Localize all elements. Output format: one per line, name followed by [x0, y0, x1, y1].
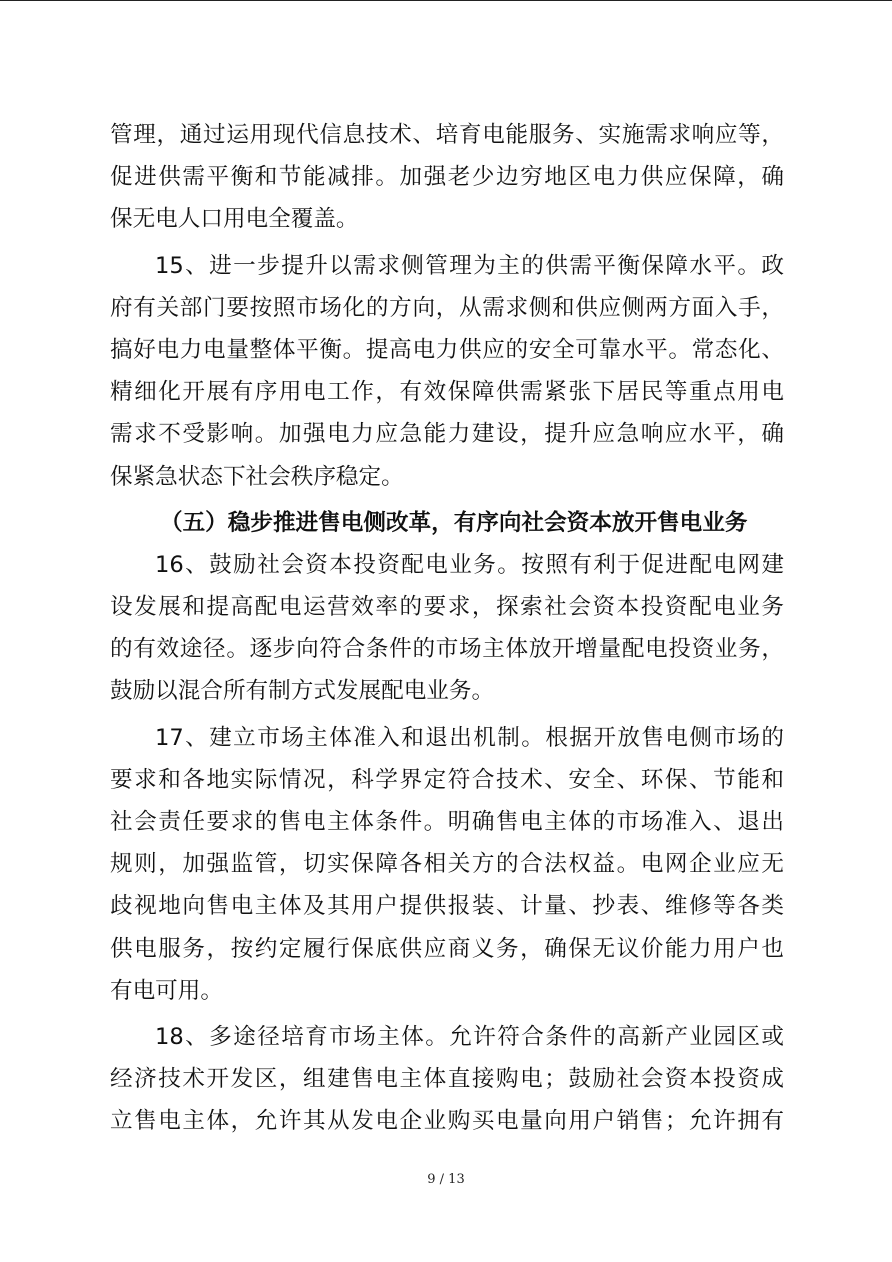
text-line: 立售电主体，允许其从发电企业购买电量向用户销售；允许拥有	[110, 1108, 784, 1135]
text-line: 要求和各地实际情况，科学界定符合技术、安全、环保、节能和	[110, 766, 784, 793]
top-border-line	[0, 0, 892, 1]
text-line: 管理，通过运用现代信息技术、培育电能服务、实施需求响应等，	[110, 122, 784, 148]
text-line: 设发展和提高配电运营效率的要求，探索社会资本投资配电业务	[110, 594, 784, 621]
text-line: 16、鼓励社会资本投资配电业务。按照有利于促进配电网建	[155, 551, 784, 578]
page-number: 9 / 13	[427, 1172, 465, 1187]
text-line: 经济技术开发区，组建售电主体直接购电；鼓励社会资本投资成	[110, 1066, 784, 1093]
text-line: 17、建立市场主体准入和退出机制。根据开放售电侧市场的	[155, 724, 784, 751]
text-line: 供电服务，按约定履行保底供应商义务，确保无议价能力用户也	[110, 935, 784, 962]
text-line: 精细化开展有序用电工作，有效保障供需紧张下居民等重点用电	[110, 379, 784, 406]
text-line: 歧视地向售电主体及其用户提供报装、计量、抄表、维修等各类	[110, 893, 784, 920]
text-line: 规则，加强监管，切实保障各相关方的合法权益。电网企业应无	[110, 851, 784, 878]
text-line: 鼓励以混合所有制方式发展配电业务。	[110, 678, 495, 705]
text-line: 社会责任要求的售电主体条件。明确售电主体的市场准入、退出	[110, 809, 784, 835]
document-body	[110, 114, 784, 1143]
text-line: 保紧急状态下社会秩序稳定。	[110, 463, 404, 490]
text-line: 需求不受影响。加强电力应急能力建设，提升应急响应水平，确	[110, 421, 784, 448]
text-line: 促进供需平衡和节能减排。加强老少边穷地区电力供应保障，确	[110, 164, 784, 191]
section-heading: （五）稳步推进售电侧改革，有序向社会资本放开售电业务	[160, 509, 748, 536]
text-line: 有电可用。	[110, 977, 223, 1004]
text-line: 保无电人口用电全覆盖。	[110, 206, 359, 233]
text-line: 18、多途径培育市场主体。允许符合条件的高新产业园区或	[155, 1023, 784, 1050]
text-line: 府有关部门要按照市场化的方向，从需求侧和供应侧两方面入手，	[110, 294, 784, 321]
text-line: 15、进一步提升以需求侧管理为主的供需平衡保障水平。政	[155, 252, 784, 279]
text-line: 的有效途径。逐步向符合条件的市场主体放开增量配电投资业务，	[110, 636, 784, 663]
text-line: 搞好电力电量整体平衡。提高电力供应的安全可靠水平。常态化、	[110, 336, 784, 363]
